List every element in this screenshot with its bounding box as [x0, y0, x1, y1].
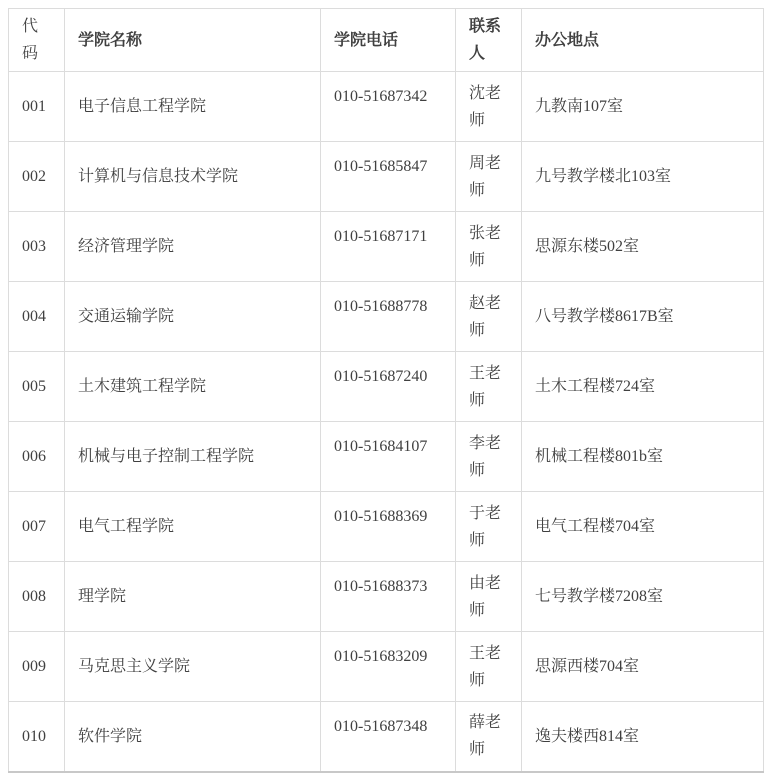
- table-row: [9, 282, 764, 352]
- cell-contact: 李老师: [456, 422, 522, 492]
- cell-code: 006: [9, 422, 65, 492]
- cell-contact: 周老师: [456, 142, 522, 212]
- table-row: [9, 632, 764, 702]
- cell-office-location: 七号教学楼7208室: [522, 562, 764, 632]
- cell-office-location: 土木工程楼724室: [522, 352, 764, 422]
- table-row: [9, 492, 764, 562]
- cell-phone: 010-51688778: [321, 282, 456, 352]
- college-contact-table: [8, 8, 764, 773]
- cell-code: 004: [9, 282, 65, 352]
- cell-college-name: 软件学院: [65, 702, 321, 772]
- cell-contact: 张老师: [456, 212, 522, 282]
- header-row: [9, 9, 764, 72]
- column-header-college-name: 学院名称: [65, 9, 321, 72]
- table-row: [9, 562, 764, 632]
- cell-college-name: 电子信息工程学院: [65, 72, 321, 142]
- cell-office-location: 逸夫楼西814室: [522, 702, 764, 772]
- cell-office-location: 机械工程楼801b室: [522, 422, 764, 492]
- cell-college-name: 土木建筑工程学院: [65, 352, 321, 422]
- cell-code: 003: [9, 212, 65, 282]
- cell-contact: 于老师: [456, 492, 522, 562]
- cell-office-location: 九教南107室: [522, 72, 764, 142]
- cell-code: 009: [9, 632, 65, 702]
- cell-college-name: 理学院: [65, 562, 321, 632]
- cell-phone: 010-51688373: [321, 562, 456, 632]
- cell-phone: 010-51683209: [321, 632, 456, 702]
- cell-phone: 010-51687240: [321, 352, 456, 422]
- cell-office-location: 思源东楼502室: [522, 212, 764, 282]
- cell-contact: 王老师: [456, 352, 522, 422]
- column-header-office-location: 办公地点: [522, 9, 764, 72]
- table-row: [9, 72, 764, 142]
- cell-office-location: 八号教学楼8617B室: [522, 282, 764, 352]
- cell-college-name: 马克思主义学院: [65, 632, 321, 702]
- cell-college-name: 经济管理学院: [65, 212, 321, 282]
- cell-phone: 010-51687171: [321, 212, 456, 282]
- table-row: [9, 142, 764, 212]
- column-header-college-phone: 学院电话: [321, 9, 456, 72]
- cell-phone: 010-51687342: [321, 72, 456, 142]
- cell-phone: 010-51687348: [321, 702, 456, 772]
- cell-code: 001: [9, 72, 65, 142]
- cell-contact: 沈老师: [456, 72, 522, 142]
- cell-code: 007: [9, 492, 65, 562]
- cell-phone: 010-51685847: [321, 142, 456, 212]
- table-row: [9, 702, 764, 772]
- cell-contact: 赵老师: [456, 282, 522, 352]
- table-row: [9, 352, 764, 422]
- cell-code: 010: [9, 702, 65, 772]
- table-row: [9, 422, 764, 492]
- column-header-code: 代码: [9, 9, 65, 72]
- cell-college-name: 机械与电子控制工程学院: [65, 422, 321, 492]
- cell-contact: 王老师: [456, 632, 522, 702]
- cell-phone: 010-51684107: [321, 422, 456, 492]
- cell-college-name: 计算机与信息技术学院: [65, 142, 321, 212]
- cell-code: 008: [9, 562, 65, 632]
- cell-contact: 由老师: [456, 562, 522, 632]
- table-row: [9, 212, 764, 282]
- cell-college-name: 电气工程学院: [65, 492, 321, 562]
- cell-office-location: 九号教学楼北103室: [522, 142, 764, 212]
- cell-code: 005: [9, 352, 65, 422]
- cell-phone: 010-51688369: [321, 492, 456, 562]
- cell-college-name: 交通运输学院: [65, 282, 321, 352]
- cell-contact: 薛老师: [456, 702, 522, 772]
- cell-code: 002: [9, 142, 65, 212]
- column-header-contact-person: 联系人: [456, 9, 522, 72]
- cell-office-location: 电气工程楼704室: [522, 492, 764, 562]
- cell-office-location: 思源西楼704室: [522, 632, 764, 702]
